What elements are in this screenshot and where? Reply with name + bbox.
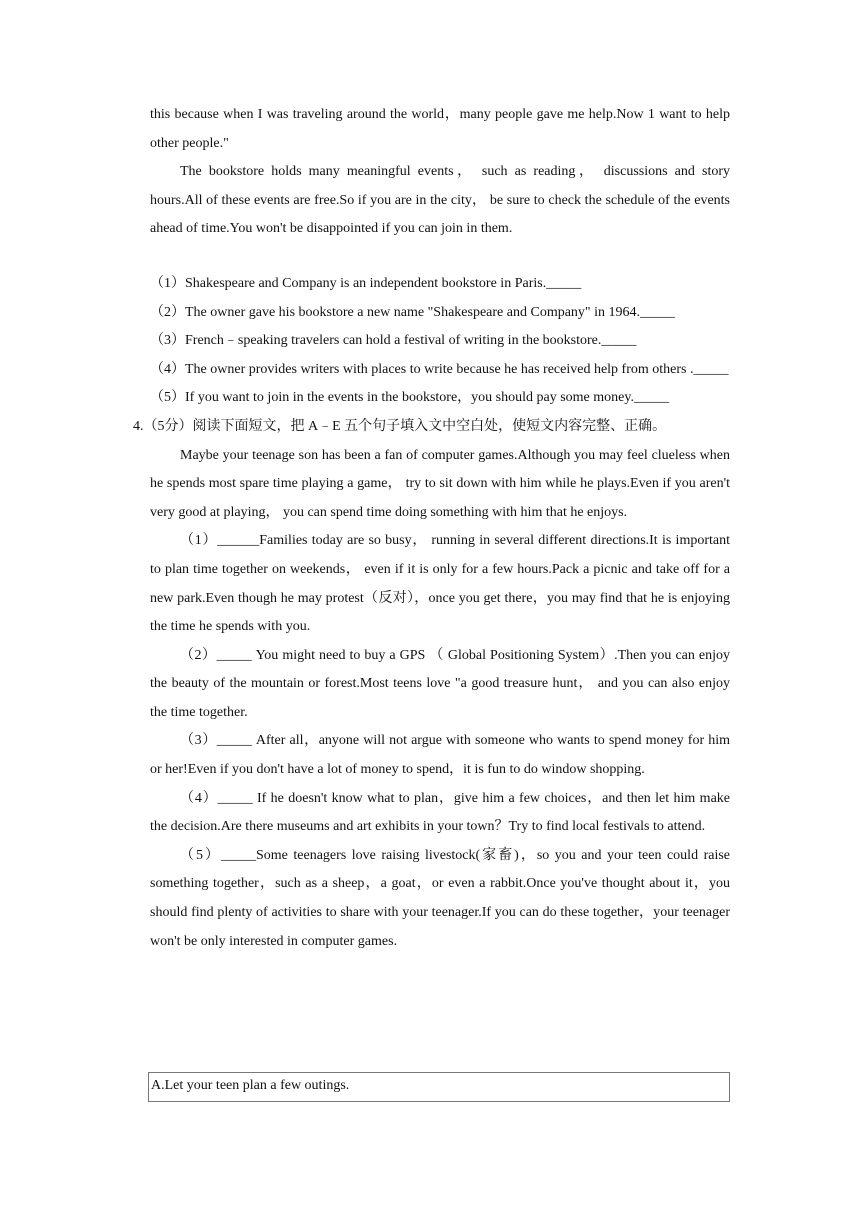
passage-paragraph-blank-2: （2）_____ You might need to buy a GPS （ Global Positioning System）.Then you can enjoy the beauty of the mountain or forest.Most teens love "a good treasure hunt， and you can also enjoy the time together.	[150, 647, 730, 720]
spacer	[150, 244, 730, 270]
passage-paragraph: Maybe your teenage son has been a fan of computer games.Although you may feel clueless when he spends most spare time playing a game， try to sit down with him while he plays.Even if you aren't very good at playing， you can spend time doing something with him that he enjoys.	[150, 447, 730, 520]
passage-paragraph: The bookstore holds many meaningful events， such as reading， discussions and story hours.All of these events are free.So if you are in the city， be sure to check the schedule of the events ahead of time.You won't be disappointed if you can join in them.	[150, 164, 730, 237]
question-item: （4）The owner provides writers with places to write because he has received help from others ._____	[150, 361, 729, 377]
question-item: （5）If you want to join in the events in the bookstore，you should pay some money._____	[150, 390, 669, 406]
options-box	[148, 1072, 730, 1102]
question-item: （3）French﹣speaking travelers can hold a festival of writing in the bookstore._____	[150, 333, 637, 349]
passage-paragraph-blank-1: （1）______Families today are so busy， running in several different directions.It is important to plan time together on weekends， even if it is only for a few hours.Pack a picnic and take off for a new park.Even though he may protest（反对），once you get there，you may find that he is enjoying the time he spends with you.	[150, 533, 730, 635]
question-item: （2）The owner gave his bookstore a new name "Shakespeare and Company" in 1964._____	[150, 304, 676, 320]
question-item: （1）Shakespeare and Company is an independent bookstore in Paris._____	[150, 275, 582, 291]
question-header: 4.（5分）阅读下面短文，把 A﹣E 五个句子填入文中空白处，使短文内容完整、正确。	[133, 418, 667, 434]
passage-paragraph-blank-4: （4）_____ If he doesn't know what to plan，give him a few choices，and then let him make the decision.Are there museums and art exhibits in your town？Try to find local festivals to attend.	[150, 790, 730, 835]
passage-paragraph-blank-5: （5）_____Some teenagers love raising livestock(家畜)，so you and your teen could raise something together，such as a sheep，a goat，or even a rabbit.Once you've thought about it，you should find plenty of activities to share with your teenager.If you can do these together，your teenager won't be only interested in computer games.	[150, 847, 730, 949]
passage-paragraph-blank-3: （3）_____ After all，anyone will not argue with someone who wants to spend money for him or her!Even if you don't have a lot of money to spend，it is fun to do window shopping.	[150, 733, 730, 778]
document-page	[133, 101, 730, 956]
passage-continuation: this because when I was traveling around the world，many people gave me help.Now 1 want to help other people."	[150, 107, 730, 151]
option-a: A.Let your teen plan a few outings.	[151, 1078, 350, 1093]
